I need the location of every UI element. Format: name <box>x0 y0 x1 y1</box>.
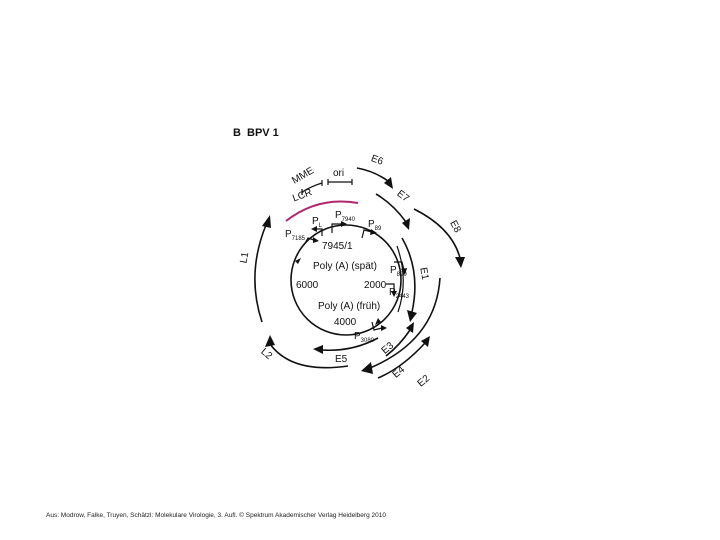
origin-label: 7945/1 <box>322 241 353 252</box>
e5-label: E5 <box>335 354 348 365</box>
e6-arc <box>357 168 388 181</box>
promoter-p2443-label: $P_{2443}$ <box>389 287 410 300</box>
promoter-p7185-arrowhead <box>313 237 319 243</box>
l1-arc <box>255 225 266 322</box>
e4-label: E4 <box>390 364 408 381</box>
promoter-p890-label: $P_{890}$ <box>390 265 407 278</box>
footer-citation: Aus: Modrow, Falke, Truyen, Schätzl: Molekulare Virologie, 3. Aufl. © Spektrum Akademischer Verlag Heidelberg 2010 <box>46 512 386 519</box>
e6-label: E6 <box>369 153 385 168</box>
mme-label: MME <box>290 165 316 187</box>
e3-label: E3 <box>379 340 397 357</box>
mme-bracket <box>302 183 322 192</box>
inner-right-arc <box>397 246 403 312</box>
polya-late-label: Poly (A) (spät) <box>313 261 377 272</box>
e2-label: E2 <box>415 373 433 390</box>
l2-arrowhead <box>265 335 275 347</box>
l2-label: L2 <box>258 346 275 362</box>
e5-arrowhead <box>313 345 323 354</box>
promoter-pl-label: $P_L$ <box>312 216 323 229</box>
e8-arrowhead <box>455 257 465 268</box>
e1-arrowhead <box>407 310 417 322</box>
e8-label: E8 <box>447 218 463 235</box>
panel-letter: B <box>233 127 241 139</box>
l1-label: L1 <box>238 251 252 265</box>
ori-label: ori <box>333 168 345 179</box>
promoter-p7185-label: $P_{7185}$ <box>285 229 306 242</box>
promoter-p7940-label: $P_{7940}$ <box>335 210 356 223</box>
e7-arrowhead <box>402 218 410 230</box>
e1-label: E1 <box>417 266 431 281</box>
polya-early-label: Poly (A) (früh) <box>318 301 381 312</box>
lcr-label: LCR <box>291 187 314 205</box>
figure-title: BPV 1 <box>247 127 279 139</box>
e2-arrowhead <box>361 362 373 374</box>
promoter-p3080-label: $P_{3080}$ <box>354 331 375 344</box>
position-4000-label: 4000 <box>334 317 357 328</box>
position-6000-label: 6000 <box>296 280 319 291</box>
e7-label: E7 <box>394 188 411 205</box>
position-2000-label: 2000 <box>364 280 387 291</box>
promoter-p89-label: $P_{89}$ <box>368 219 382 232</box>
promoter-p3080-arrowhead <box>381 325 387 331</box>
l1-arrowhead <box>262 215 271 228</box>
